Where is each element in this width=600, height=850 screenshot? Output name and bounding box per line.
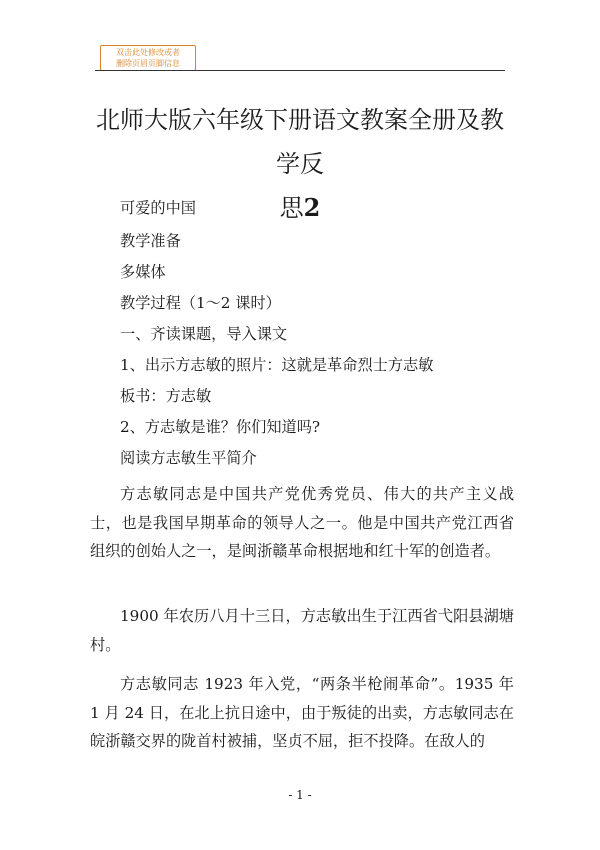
text-line: 板书：方志敏 <box>120 387 212 405</box>
body-paragraph-bio: 方志敏同志是中国共产党优秀党员、伟大的共产主义战士，也是我国早期革命的领导人之一。他是中国共产党江西省组织的创始人之一，是闽浙赣革命根据地和红十军的创造者。 <box>90 485 514 560</box>
text-line: 阅读方志敏生平简介 <box>120 449 257 467</box>
stamp-line-2: 删除页眉页脚信息 <box>116 59 180 68</box>
text-line: 教学准备 <box>120 232 181 250</box>
title-line-2-text: 思 <box>279 194 304 222</box>
text-line: 可爱的中国 <box>120 199 196 217</box>
text-line: 教学过程（1～2 课时） <box>120 294 281 312</box>
header-divider <box>95 70 505 71</box>
text-line: 2、方志敏是谁？你们知道吗? <box>120 418 321 436</box>
title-line-1: 北师大版六年级下册语文教案全册及教学反 <box>96 106 504 178</box>
body-paragraph-capture: 方志敏同志 1923 年入党，“两条半枪闹革命”。1935 年 1 月 24 日，在北上抗日途中，由于叛徒的出卖，方志敏同志在皖浙赣交界的陇首村被捕，坚贞不屈，拒不投降。在敌人的 <box>90 675 514 750</box>
text-line: 1、出示方志敏的照片：这就是革命烈士方志敏 <box>120 356 434 374</box>
stamp-line-1: 双击此处修改或者 <box>116 48 180 57</box>
header-edit-stamp[interactable] <box>100 45 196 71</box>
text-line: 一、齐读课题，导入课文 <box>120 325 288 343</box>
text-line: 多媒体 <box>120 263 166 281</box>
body-paragraph-birth: 1900 年农历八月十三日，方志敏出生于江西省弋阳县湖塘村。 <box>90 607 514 654</box>
page-number: - 1 - <box>288 788 312 802</box>
title-line-2-number: 2 <box>303 193 321 222</box>
